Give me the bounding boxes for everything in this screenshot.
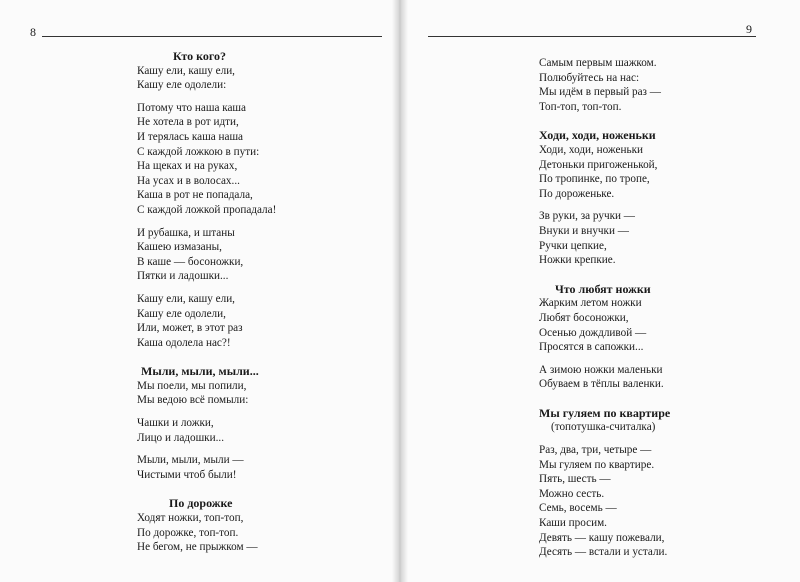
- poem-line: Полюбуйтесь на нас:: [539, 71, 640, 84]
- poem-line: И терялась каша наша: [137, 130, 244, 143]
- poem-title: Кто кого?: [173, 49, 227, 63]
- poem-line: А зимою ножки маленьки: [539, 363, 663, 376]
- poem-line: На щеках и на руках,: [137, 160, 238, 173]
- poem-line: Чистыми чтоб были!: [137, 468, 237, 481]
- poem-line: Пятки и ладошки...: [137, 270, 229, 283]
- poem-line: Ручки цепкие,: [539, 239, 607, 252]
- poem-line: Не хотела в рот идти,: [137, 116, 239, 129]
- poem-line: Или, может, в этот раз: [137, 322, 243, 335]
- poem-line: Мы идём в первый раз —: [539, 86, 661, 99]
- poem-line: Любят босоножки,: [539, 311, 629, 324]
- poem-line: В каше — босоножки,: [137, 255, 244, 268]
- poem-line: Мыли, мыли, мыли —: [137, 454, 244, 467]
- poem-line: Девять — кашу пожевали,: [539, 531, 665, 544]
- poem-line: Раз, два, три, четыре —: [539, 444, 652, 457]
- book-gutter: [392, 0, 408, 582]
- left-header-rule: [42, 36, 382, 37]
- poem-line: Ножки крепкие.: [539, 254, 616, 267]
- poem-line: Потому что наша каша: [137, 101, 247, 114]
- poem-line: Кашу ели, кашу ели,: [137, 292, 235, 305]
- poem-subtitle: (топотушка-считалка): [551, 421, 656, 434]
- left-text-column: [137, 49, 387, 555]
- poem-line: По тропинке, по тропе,: [539, 173, 650, 186]
- poem-line: Можно сесть.: [539, 487, 605, 500]
- poem-line: Лицо и ладошки...: [137, 431, 224, 444]
- poem-line: Жарким летом ножки: [539, 297, 642, 310]
- poem-line: Детоньки пригоженькой,: [539, 158, 658, 171]
- poem-line: Топ-топ, топ-топ.: [539, 100, 622, 113]
- poem-line: Семь, восемь —: [539, 502, 617, 515]
- left-page-number: 8: [30, 25, 36, 39]
- poem-line: Зв руки, за ручки —: [539, 210, 635, 223]
- poem-line: Кашу еле одолели,: [137, 307, 226, 320]
- poem-line: Не бегом, не прыжком —: [137, 541, 258, 554]
- right-header-rule: [428, 36, 756, 37]
- poem-line: Ходят ножки, топ-топ,: [137, 512, 244, 525]
- poem-line: Осенью дождливой —: [539, 326, 647, 339]
- right-page-number: 9: [746, 22, 752, 36]
- poem-line: Мы гуляем по квартире.: [539, 458, 655, 471]
- poem-line: Чашки и ложки,: [137, 417, 214, 430]
- poem-line: Кашу еле одолели:: [137, 79, 227, 92]
- poem-line: Кашу ели, кашу ели,: [137, 64, 235, 77]
- poem-line: Пять, шесть —: [539, 473, 611, 486]
- poem-line: Просятся в сапожки...: [539, 341, 644, 354]
- poem-line: Ходи, ходи, ноженьки: [539, 143, 643, 156]
- poem-title: По дорожке: [169, 496, 233, 511]
- poem-line: Каши просим.: [539, 517, 607, 530]
- right-text-column: [539, 56, 759, 560]
- poem-line: И рубашка, и штаны: [137, 226, 235, 239]
- poem-title: Мыли, мыли, мыли...: [141, 364, 259, 379]
- poem-line: На усах и в волосах...: [137, 174, 240, 187]
- poem-line: С каждой ложкою в пути:: [137, 145, 260, 158]
- poem-title: Что любят ножки: [555, 281, 651, 296]
- poem-title: Мы гуляем по квартире: [539, 405, 671, 420]
- poem-line: Обуваем в тёплы валенки.: [539, 378, 664, 391]
- poem-line: Мы поели, мы попили,: [137, 379, 247, 392]
- poem-line: Внуки и внучки —: [539, 224, 629, 237]
- poem-line: Каша в рот не попадала,: [137, 189, 253, 202]
- poem-line: Самым первым шажком.: [539, 57, 657, 69]
- poem-line: Кашею измазаны,: [137, 241, 222, 254]
- poem-line: По дороженьке.: [539, 187, 615, 200]
- poem-line: Десять — встали и устали.: [539, 546, 668, 559]
- poem-line: Мы ведою всё помыли:: [137, 394, 249, 407]
- poem-title: Ходи, ходи, ноженьки: [539, 128, 656, 143]
- poem-line: По дорожке, топ-топ.: [137, 526, 239, 539]
- poem-line: С каждой ложкой пропадала!: [137, 203, 277, 216]
- poem-line: Каша одолела нас?!: [137, 336, 231, 349]
